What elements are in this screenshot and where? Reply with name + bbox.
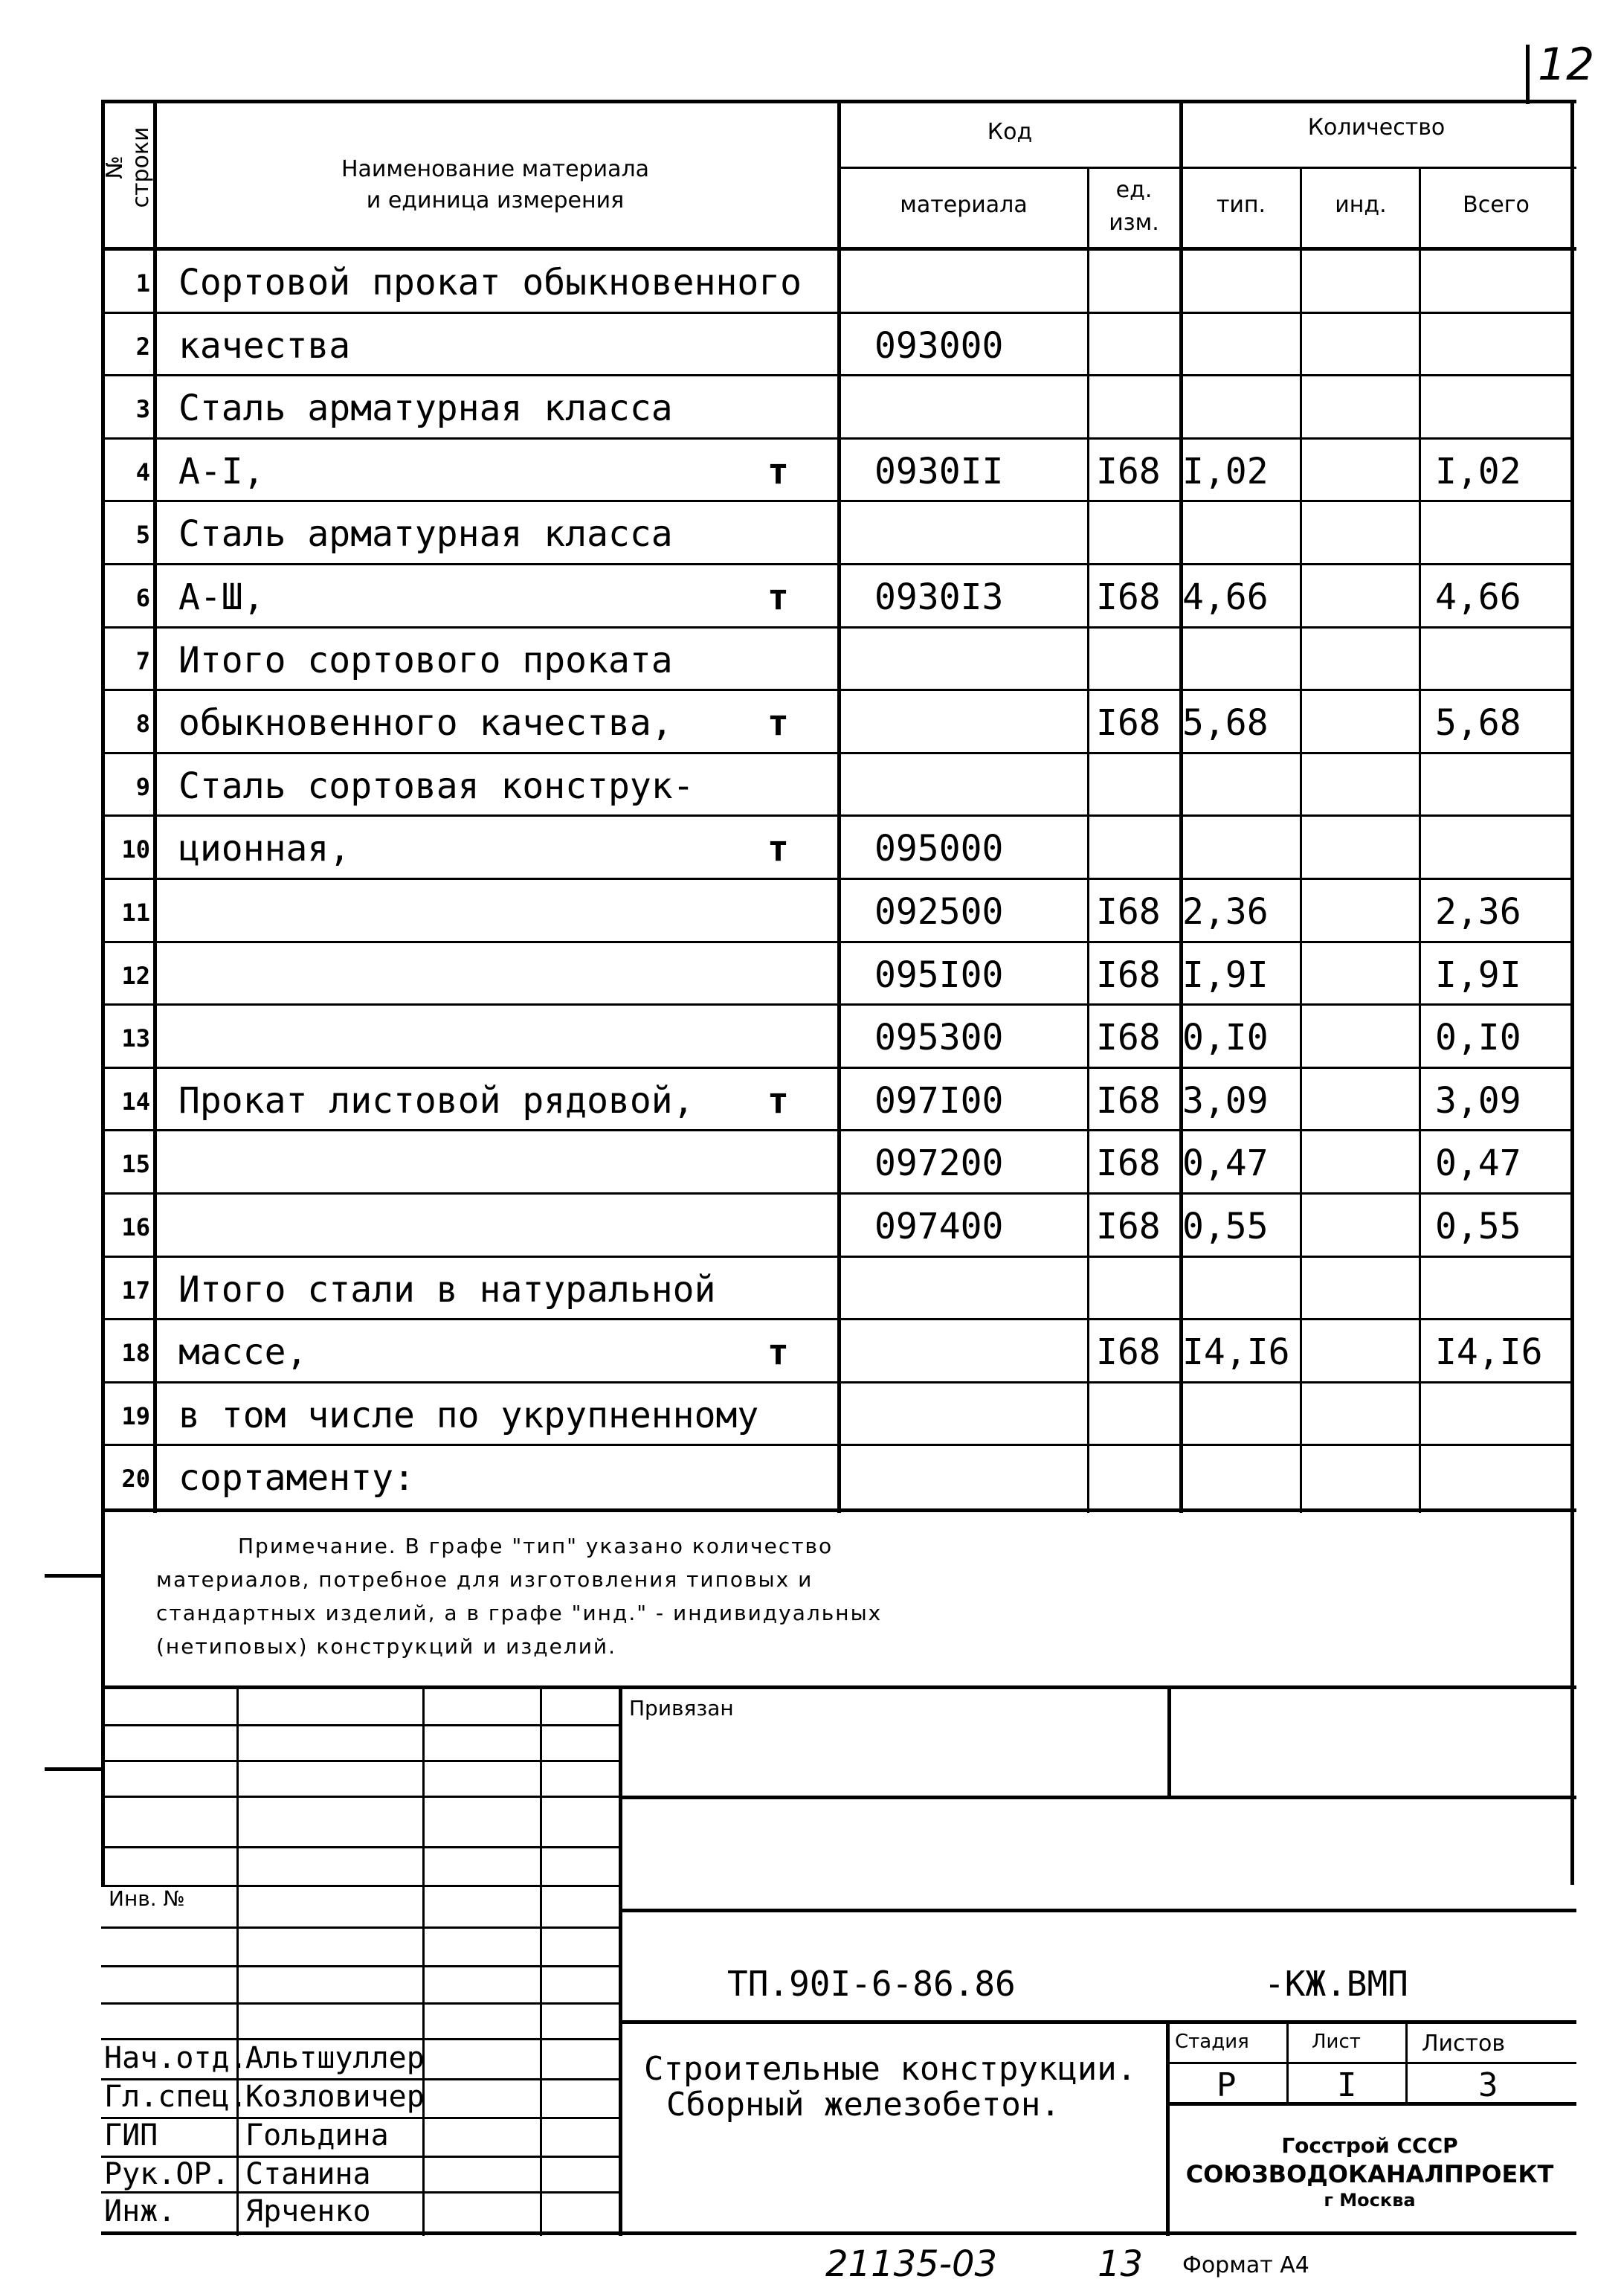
total-quantity: I4,I6 (1435, 1331, 1543, 1374)
row-number-header: № строки (102, 126, 154, 208)
quantity-group-header: Количество (1307, 115, 1446, 141)
stage-label: Стадия (1175, 2031, 1249, 2053)
material-name: Прокат листовой рядовой, (178, 1079, 695, 1122)
total-quantity: I,02 (1435, 450, 1521, 492)
total-quantity: 2,36 (1435, 891, 1521, 933)
footer-page-number: 13 (1098, 2243, 1144, 2285)
project-title-line2: Сборный железобетон. (666, 2086, 1060, 2124)
privyazan-label: Привязан (629, 1696, 734, 1720)
material-code: 0930I3 (874, 576, 1004, 618)
page-number: 12 (1538, 39, 1595, 91)
material-name: обыкновенного качества, (178, 702, 673, 745)
material-name: ционная, (178, 828, 351, 870)
material-name: сортаменту: (178, 1457, 415, 1500)
row-number: 7 (135, 646, 150, 675)
org-line2: СОЮЗВОДОКАНАЛПРОЕКТ (1185, 2160, 1554, 2188)
material-code-header: материала (900, 192, 1028, 218)
typ-quantity: 0,47 (1182, 1142, 1269, 1185)
row-number: 15 (121, 1150, 150, 1179)
signer-role: Инж. (104, 2194, 176, 2228)
total-quantity: 0,55 (1435, 1206, 1521, 1247)
ind-header: инд. (1335, 192, 1387, 218)
material-code: 097I00 (874, 1079, 1004, 1122)
unit-mark: т (767, 1079, 789, 1122)
typ-quantity: 0,55 (1182, 1206, 1269, 1247)
unit-code: I68 (1096, 702, 1161, 745)
material-code: 095I00 (874, 954, 1004, 996)
total-header: Всего (1463, 192, 1530, 218)
unit-code: I68 (1096, 1206, 1161, 1247)
material-name: массе, (178, 1331, 308, 1374)
unit-code: I68 (1096, 954, 1161, 996)
name-header-line1: Наименование материала (341, 156, 650, 182)
row-number: 17 (121, 1276, 150, 1305)
signer-role: Рук.ОР. (104, 2157, 230, 2191)
material-name: А-I, (178, 450, 265, 492)
typ-quantity: I4,I6 (1182, 1331, 1290, 1374)
code-group-header: Код (987, 119, 1033, 145)
row-number: 9 (135, 772, 150, 801)
row-number: 8 (135, 710, 150, 739)
sheets-value: 3 (1478, 2066, 1498, 2104)
total-quantity: 3,09 (1435, 1079, 1521, 1122)
unit-mark: т (767, 1331, 789, 1374)
note-line1: Примечание. В графе "тип" указано количество (238, 1534, 834, 1558)
signer-name: Козловичер (245, 2080, 425, 2114)
unit-code: I68 (1096, 1142, 1161, 1185)
material-code: 092500 (874, 891, 1004, 933)
signer-name: Станина (245, 2157, 371, 2191)
typ-quantity: 0,I0 (1182, 1017, 1269, 1059)
document-code: ТП.90I-6-86.86 (727, 1964, 1016, 2004)
unit-mark: т (767, 702, 789, 745)
row-number: 5 (135, 521, 150, 550)
typ-header: тип. (1216, 192, 1266, 218)
row-number: 13 (121, 1024, 150, 1053)
sheet-label: Лист (1312, 2031, 1361, 2053)
row-number: 12 (121, 961, 150, 990)
unit-mark: т (767, 450, 789, 492)
org-line1: Госстрой СССР (1281, 2133, 1458, 2158)
project-title-line1: Строительные конструкции. (644, 2050, 1137, 2088)
material-code: 093000 (874, 324, 1004, 367)
unit-code: I68 (1096, 891, 1161, 933)
name-header-line2: и единица измерения (366, 187, 625, 213)
stage-value: Р (1217, 2066, 1237, 2104)
row-number: 19 (121, 1401, 150, 1430)
unit-mark: т (767, 576, 789, 618)
material-name: Итого стали в натуральной (178, 1268, 716, 1311)
material-name: Сталь сортовая конструк- (178, 765, 695, 807)
signer-role: ГИП (104, 2118, 158, 2153)
unit-code: I68 (1096, 450, 1161, 492)
row-number: 10 (121, 835, 150, 864)
total-quantity: I,9I (1435, 954, 1521, 996)
row-number: 14 (121, 1087, 150, 1116)
total-quantity: 0,47 (1435, 1142, 1521, 1185)
total-quantity: 5,68 (1435, 702, 1521, 745)
inventory-label: Инв. № (109, 1886, 185, 1911)
material-name: в том числе по укрупненному (178, 1394, 759, 1436)
material-code: 095300 (874, 1017, 1004, 1059)
signer-name: Ярченко (245, 2194, 371, 2228)
note-line3: стандартных изделий, а в графе "инд." - индивидуальных (156, 1601, 883, 1625)
unit-mark: т (767, 828, 789, 870)
material-name: Сталь арматурная класса (178, 388, 673, 430)
signer-role: Нач.отд. (104, 2041, 248, 2075)
typ-quantity: I,02 (1182, 450, 1269, 492)
row-number: 4 (135, 457, 150, 486)
unit-code: I68 (1096, 1331, 1161, 1374)
row-number: 20 (121, 1465, 150, 1494)
typ-quantity: 2,36 (1182, 891, 1269, 933)
typ-quantity: 3,09 (1182, 1079, 1269, 1122)
material-name: Сортовой прокат обыкновенного (178, 262, 802, 303)
format-label: Формат А4 (1182, 2252, 1309, 2278)
note-line4: (нетиповых) конструкций и изделий. (156, 1634, 617, 1659)
material-name: Итого сортового проката (178, 639, 673, 681)
typ-quantity: 4,66 (1182, 576, 1269, 618)
total-quantity: 0,I0 (1435, 1017, 1521, 1059)
unit-code: I68 (1096, 576, 1161, 618)
row-number: 16 (121, 1213, 150, 1241)
signer-role: Гл.спец. (104, 2080, 248, 2114)
row-number: 1 (135, 269, 150, 298)
unit-header-line1: ед. (1115, 177, 1153, 203)
unit-code: I68 (1096, 1079, 1161, 1122)
material-code: 095000 (874, 828, 1004, 870)
material-code: 0930II (874, 450, 1004, 492)
row-number: 2 (135, 332, 150, 361)
signer-name: Гольдина (245, 2118, 389, 2153)
material-name: Сталь арматурная класса (178, 513, 673, 556)
unit-header-line2: изм. (1109, 210, 1159, 236)
total-quantity: 4,66 (1435, 576, 1521, 618)
row-number: 6 (135, 584, 150, 612)
document-suffix: -КЖ.ВМП (1264, 1964, 1408, 2004)
row-number: 3 (135, 395, 150, 424)
org-line3: г Москва (1324, 2190, 1416, 2211)
material-code: 097200 (874, 1142, 1004, 1185)
typ-quantity: I,9I (1182, 954, 1269, 996)
archive-number: 21135-03 (825, 2243, 998, 2285)
row-number: 11 (121, 899, 150, 927)
sheets-label: Листов (1422, 2031, 1506, 2057)
material-name: качества (178, 324, 351, 367)
typ-quantity: 5,68 (1182, 702, 1269, 745)
signer-name: Альтшуллер (245, 2041, 425, 2075)
note-line2: материалов, потребное для изготовления типовых и (156, 1567, 813, 1592)
sheet-value: I (1337, 2066, 1357, 2104)
material-code: 097400 (874, 1206, 1004, 1247)
row-number: 18 (121, 1339, 150, 1368)
material-name: А-Ш, (178, 576, 265, 618)
unit-code: I68 (1096, 1017, 1161, 1059)
